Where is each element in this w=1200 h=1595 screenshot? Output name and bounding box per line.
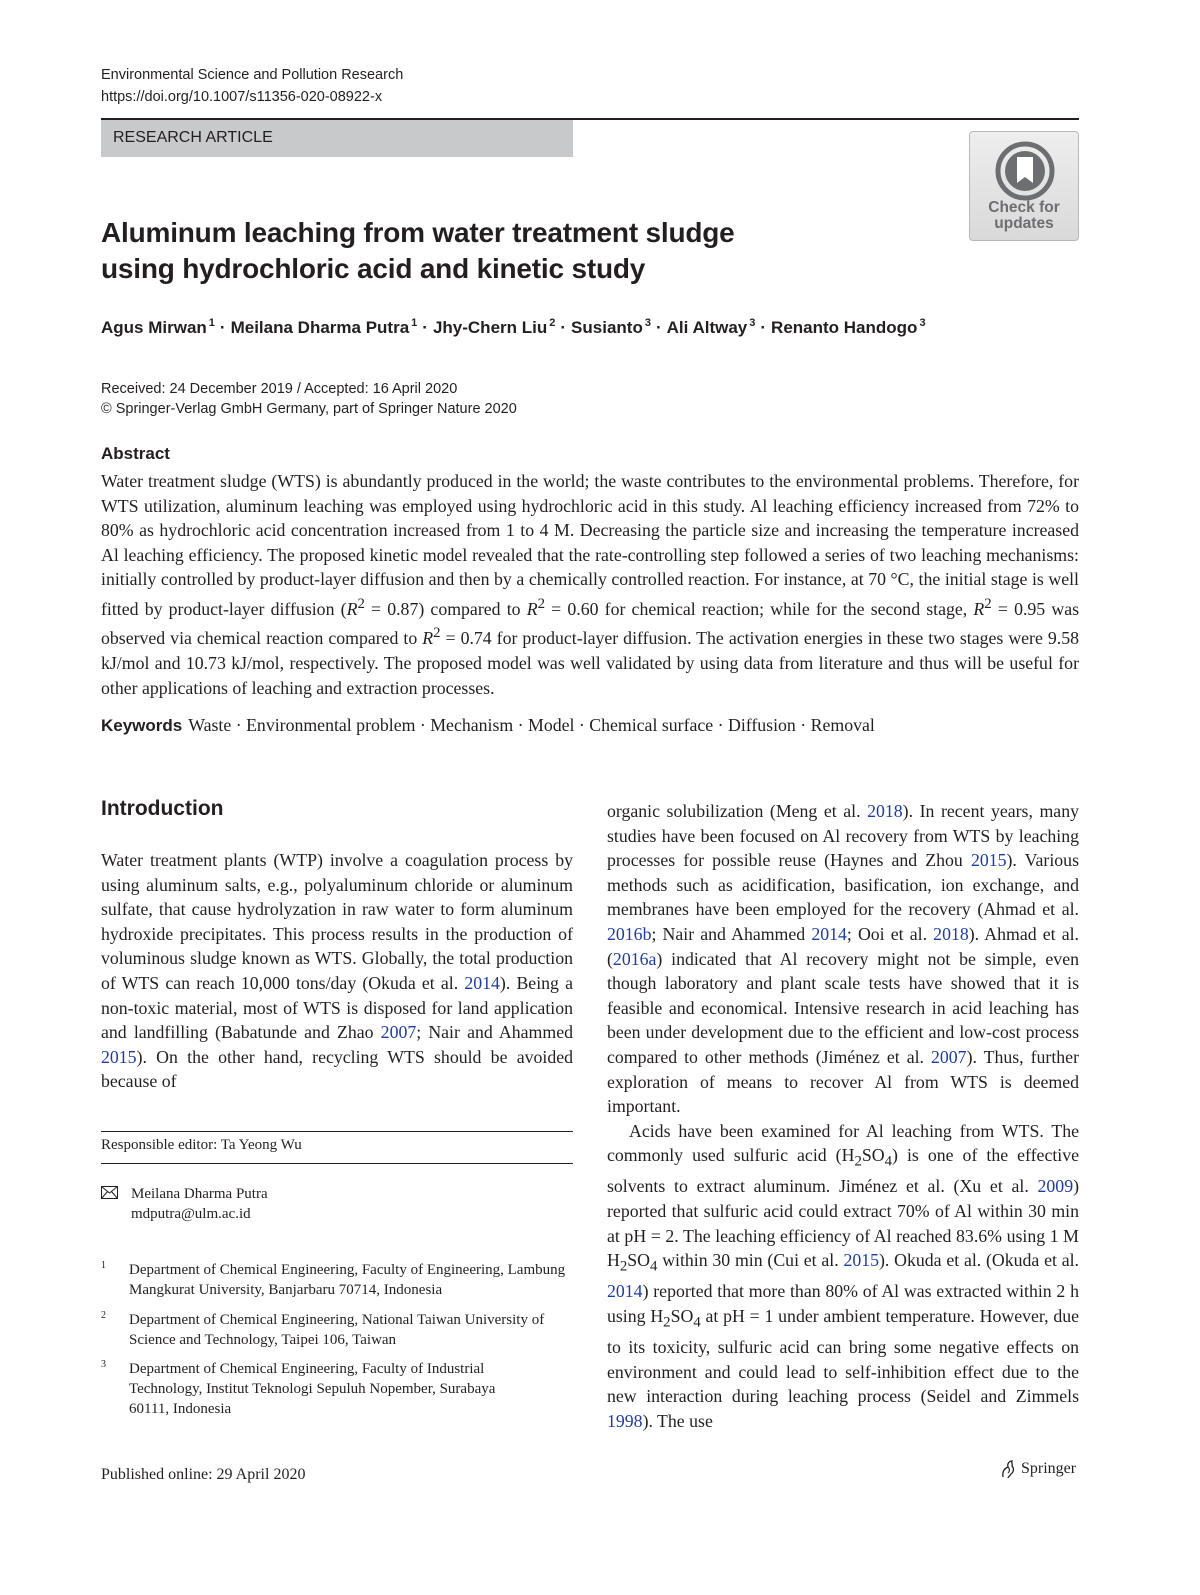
author-name[interactable]: Susianto — [571, 318, 643, 337]
citation-link[interactable]: 2015 — [843, 1250, 880, 1271]
received-accepted: Received: 24 December 2019 / Accepted: 16 April 2020 — [101, 381, 458, 397]
check-for-updates-button[interactable] — [969, 131, 1079, 241]
springer-horse-icon — [999, 1459, 1017, 1479]
citation-link[interactable]: 2007 — [380, 1022, 417, 1043]
article-type-band — [101, 120, 573, 157]
abstract-heading: Abstract — [101, 444, 170, 463]
publisher-name: Springer — [1021, 1460, 1077, 1477]
article-type-label: RESEARCH ARTICLE — [113, 129, 273, 146]
introduction-heading: Introduction — [101, 797, 224, 820]
intro-paragraph: Acids have been examined for Al leaching from WTS. The commonly used sulfuric acid $(H_2SO_4)$ is one of the effective solvents to extract aluminum. Jiménez et al. (Xu et al. 2009) reported that sulfuric acid could extract 70% of Al within 30 min at pH = 2. The leaching efficiency of Al reached 83.6% using 1 M $H_2SO_4$ within 30 min (Cui et al. 2015). Okuda et al. (Okuda et al. 2014) reported that more than 80% of Al was extracted within 2 h using $H_2SO_4$ at pH = 1 under ambient temperature. However, due to its toxicity, sulfuric acid can bring some negative effects on environment and could lead to self-inhibition effect due to the new interaction during leaching process (Seidel and Zimmels 1998). The use — [607, 1120, 1080, 1431]
journal-header — [101, 64, 403, 108]
citation-link[interactable]: 2015 — [101, 1046, 137, 1067]
corresponding-email[interactable]: mdputra@ulm.ac.id — [131, 1206, 251, 1222]
springer-logo — [999, 1459, 1076, 1479]
abstract-text: Water treatment sludge (WTS) is abundantly produced in the world; the waste contributes to the environmental problems. Therefore, for WTS utilization, aluminum leaching was employed using hydrochloric acid in this study. Al leaching efficiency increased from 72% to 80% as hydrochloric acid concentration increased from 1 to 4 M. Decreasing the particle size and increasing the temperature increased Al leaching efficiency. The proposed kinetic model revealed that the rate-controlling step followed a series of two leaching mechanisms: initially controlled by product-layer diffusion and then by a chemically controlled reaction. For instance, at 70 °C, the initial stage is well fitted by product-layer diffusion $(R^2 = 0.87)$ compared to $R^2 = 0.60$ for chemical reaction; while for the second stage, $R^2 = 0.95$ was observed via chemical reaction compared to $R^2 = 0.74$ for product-layer diffusion. The activation energies in these two stages were 9.58 kJ/mol and 10.73 kJ/mol, respectively. The proposed model was well validated by using data from literature and thus will be useful for other applications of leaching and extraction processes. — [101, 471, 1080, 698]
citation-link[interactable]: 2007 — [931, 1046, 967, 1067]
article-dates — [101, 379, 517, 419]
citation-link[interactable]: 2014 — [464, 972, 500, 993]
citation-link[interactable]: 2016a — [612, 948, 657, 969]
citation-link[interactable]: 1998 — [607, 1410, 643, 1431]
author-affiliation: 3 — [919, 317, 926, 329]
journal-name: Environmental Science and Pollution Research — [101, 67, 404, 83]
bookmark-icon — [995, 141, 1055, 201]
responsible-editor: Responsible editor: Ta Yeong Wu — [101, 1137, 302, 1153]
citation-link[interactable]: 2018 — [933, 923, 969, 944]
author-affiliation: 3 — [749, 317, 756, 329]
corresponding-name: Meilana Dharma Putra — [131, 1186, 268, 1202]
copyright-line: © Springer-Verlag GmbH Germany, part of Springer Nature 2020 — [101, 401, 517, 417]
author-name[interactable]: Agus Mirwan — [101, 318, 207, 337]
author-name[interactable]: Meilana Dharma Putra — [230, 318, 410, 337]
citation-link[interactable]: 2014 — [811, 923, 847, 944]
envelope-icon — [101, 1186, 118, 1199]
author-affiliation: 1 — [411, 317, 418, 329]
citation-link[interactable]: 2015 — [970, 850, 1007, 871]
author-name[interactable]: Renanto Handogo — [771, 318, 918, 337]
article-title: Aluminum leaching from water treatment sludge using hydrochloric acid and kinetic study — [101, 217, 735, 284]
author-affiliation: 3 — [644, 317, 651, 329]
footnote-rule — [101, 1131, 573, 1132]
citation-link[interactable]: 2009 — [1037, 1176, 1074, 1197]
check-for-updates-label: Check for updates — [988, 199, 1060, 232]
footnote-rule — [101, 1163, 573, 1164]
keywords — [101, 715, 875, 736]
intro-left-column: Water treatment plants (WTP) involve a coagulation process by using aluminum salts, e.g., polyaluminum chloride or aluminum sulfate, that cause hydrolyzation in raw water to form aluminum hydroxide precipitates. This process results in the production of voluminous sludge known as WTS. Globally, the total production of WTS can reach 10,000 tons/day (Okuda et al. 2014). Being a non-toxic material, most of WTS is disposed for land application and landfilling (Babatunde and Zhao 2007; Nair and Ahammed 2015). On the other hand, recycling WTS should be avoided because of — [101, 850, 573, 1092]
author-affiliation: 2 — [549, 317, 556, 329]
doi-link[interactable]: https://doi.org/10.1007/s11356-020-08922-x — [101, 89, 383, 105]
author-list: Agus Mirwan $^1$ · Meilana Dharma Putra $^1$ · Jhy-Chern Liu $^2$ · Susianto $^3$ · Ali Altway $^3$ · Renanto Handogo $^3$ — [101, 317, 926, 337]
author-name[interactable]: Jhy-Chern Liu — [432, 318, 548, 337]
citation-link[interactable]: 2016b — [607, 923, 652, 944]
author-affiliation: 1 — [208, 317, 215, 329]
citation-link[interactable]: 2014 — [607, 1281, 643, 1302]
intro-paragraph: organic solubilization (Meng et al. 2018). In recent years, many studies have been focused on Al recovery from WTS by leaching processes for possible reuse (Haynes and Zhou 2015). Various methods such as acidification, basification, ion exchange, and membranes have been employed for the recovery (Ahmad et al. 2016b; Nair and Ahammed 2014; Ooi et al. 2018). Ahmad et al. (2016a) indicated that Al recovery might not be simple, even though laboratory and plant scale tests have showed that it is feasible and economical. Intensive research in acid leaching has been under development due to the efficient and low-cost process compared to other methods (Jiménez et al. 2007). Thus, further exploration of means to recover Al from WTS is deemed important. — [607, 801, 1079, 1117]
author-name[interactable]: Ali Altway — [666, 318, 748, 337]
keywords-heading: Keywords — [101, 716, 183, 735]
intro-right-column — [607, 799, 1079, 1433]
keywords-list: Waste · Environmental problem · Mechanism · Model · Chemical surface · Diffusion · Removal — [188, 715, 875, 735]
published-online: Published online: 29 April 2020 — [101, 1466, 306, 1483]
citation-link[interactable]: 2018 — [867, 801, 903, 821]
